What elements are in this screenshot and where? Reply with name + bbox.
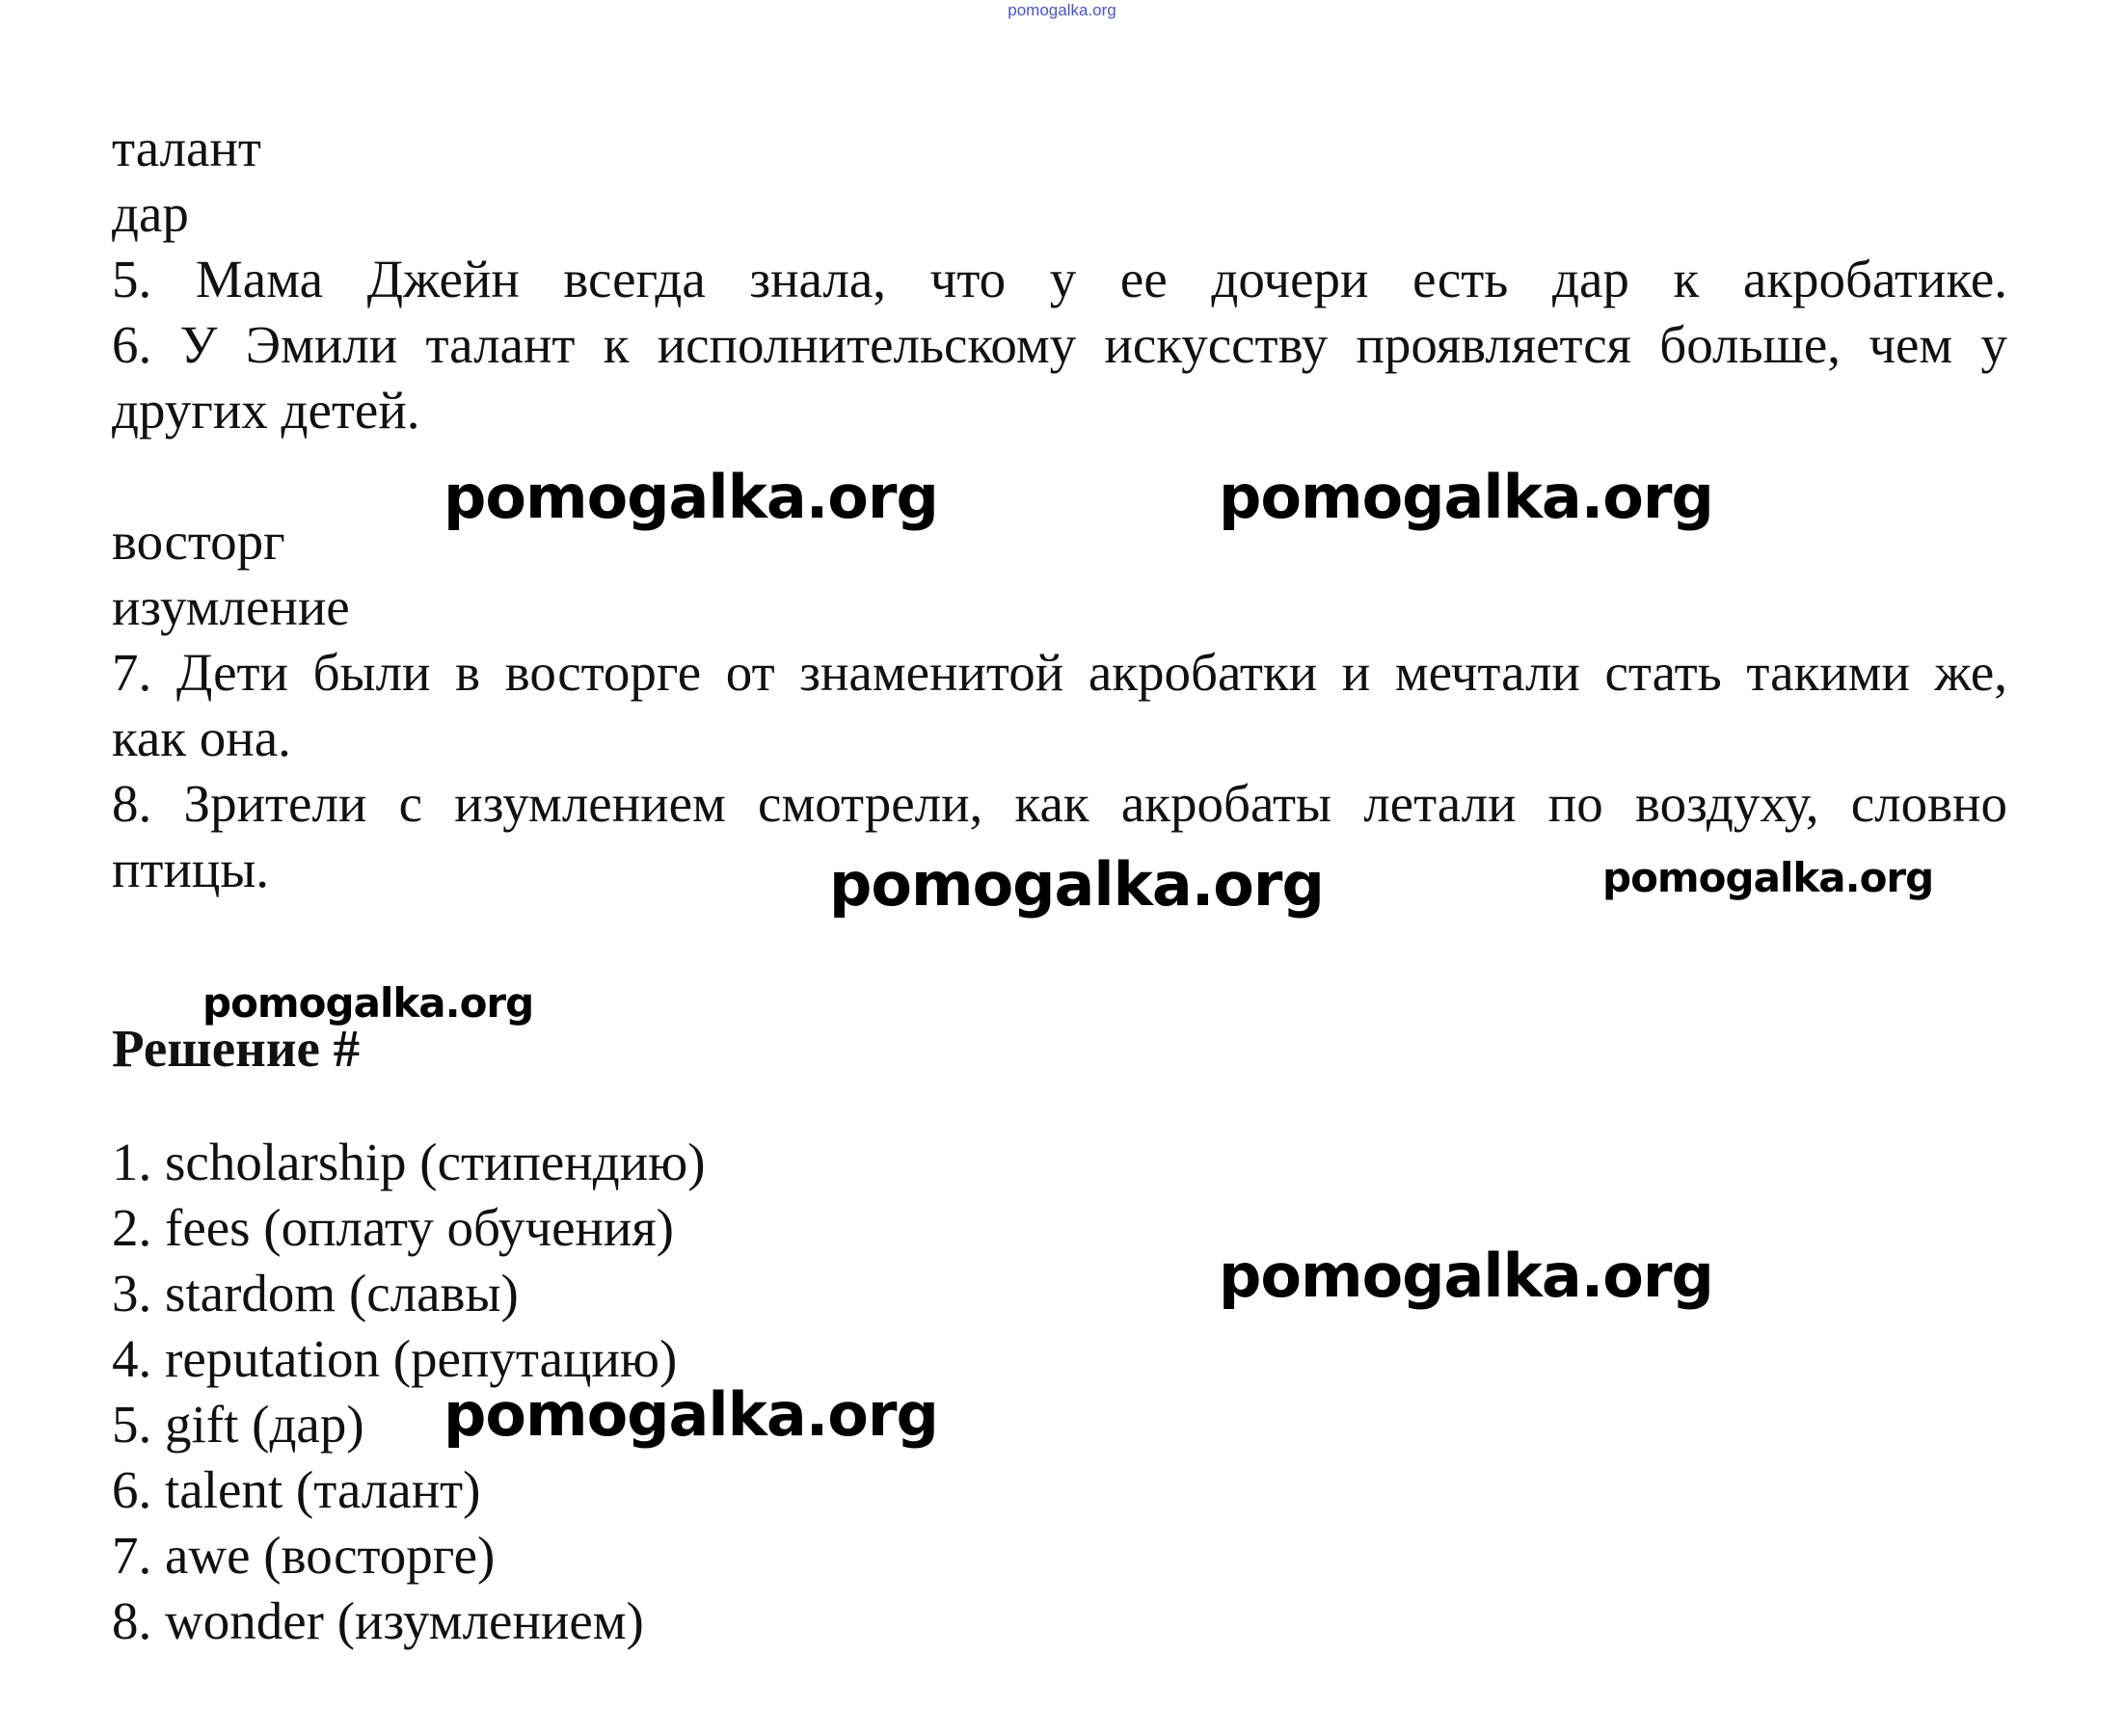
vocab-word-wonder: изумление — [112, 577, 350, 636]
sentence-8-line-2: птицы. — [112, 840, 270, 898]
sentence-6-line-1: 6. У Эмили талант к исполнительскому искусству проявляется больше, чем у — [112, 315, 2007, 374]
answer-item: 4. reputation (репутацию) — [112, 1329, 678, 1388]
solution-heading: Решение # — [112, 1019, 361, 1078]
answer-item: 8. wonder (изумлением) — [112, 1591, 644, 1650]
vocab-word-awe: восторг — [112, 512, 285, 571]
sentence-7-line-1: 7. Дети были в восторге от знаменитой акробатки и мечтали стать такими же, — [112, 643, 2007, 702]
answer-item: 6. talent (талант) — [112, 1460, 481, 1519]
vocab-word-talent: талант — [112, 119, 261, 177]
watermark: pomogalka.org — [444, 1379, 938, 1450]
sentence-7-line-2: как она. — [112, 708, 291, 767]
answer-item: 7. awe (восторге) — [112, 1526, 496, 1585]
watermark: pomogalka.org — [1219, 462, 1713, 532]
watermark: pomogalka.org — [202, 979, 534, 1027]
sentence-8-line-1: 8. Зрители с изумлением смотрели, как акробаты летали по воздуху, словно — [112, 774, 2007, 833]
sentence-6-line-2: других детей. — [112, 381, 420, 440]
answer-item: 5. gift (дар) — [112, 1395, 364, 1454]
sentence-5: 5. Мама Джейн всегда знала, что у ее дочери есть дар к акробатике. — [112, 250, 2007, 308]
answer-item: 1. scholarship (стипендию) — [112, 1133, 706, 1191]
watermark: pomogalka.org — [1602, 854, 1934, 901]
watermark: pomogalka.org — [1219, 1241, 1713, 1311]
answer-item: 2. fees (оплату обучения) — [112, 1198, 674, 1257]
watermark: pomogalka.org — [444, 462, 938, 532]
answer-item: 3. stardom (славы) — [112, 1264, 519, 1322]
header-site-mark: pomogalka.org — [1008, 1, 1116, 19]
watermark: pomogalka.org — [829, 849, 1324, 920]
vocab-word-gift: дар — [112, 184, 189, 243]
